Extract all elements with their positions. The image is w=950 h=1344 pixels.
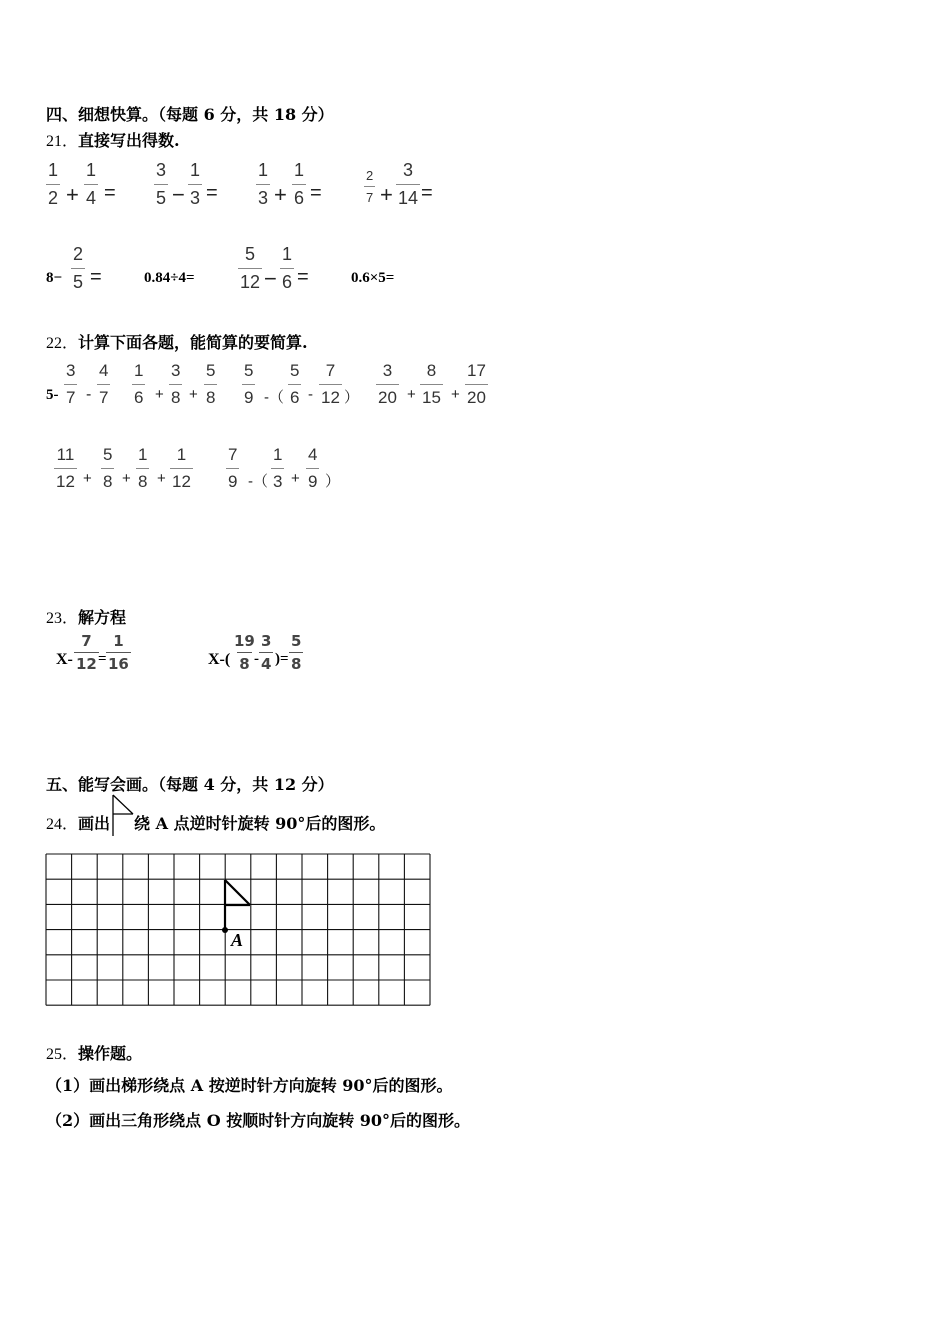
q22-header	[46, 330, 308, 353]
q25-item-1: （1）画出梯形绕点 A 按逆时针方向旋转 90°后的图形。	[46, 1076, 453, 1095]
q21-r2-i3-fraction-b: 1 6	[282, 244, 293, 292]
q21-r2-i3-equals: =	[297, 266, 309, 288]
q23-eq2-fraction-3: 5 8	[291, 632, 302, 673]
q22-r1-e4-fraction-2: 8 15	[422, 361, 441, 407]
q21-r1-i3-fraction-a: 1 3	[258, 160, 269, 208]
q23-eq2-fraction-2: 3 4	[261, 632, 272, 673]
q22-r1-e3-fraction-2: 5 6	[290, 361, 300, 407]
q22-r1-e3-fraction-3: 7 12	[321, 361, 340, 407]
q22-r2-e2-fraction-2: 1 3	[273, 445, 283, 491]
q21-r2-i1-fraction: 2 5	[73, 244, 84, 292]
q21-title: 直接写出得数.	[78, 131, 180, 150]
q22-title: 计算下面各题，能简算的要简算.	[78, 333, 308, 352]
q25-header	[46, 1041, 142, 1064]
q22-r1-e4-op2: +	[451, 386, 460, 403]
q24-number: 24．	[46, 816, 79, 833]
q21-r1-i1-equals: =	[104, 182, 116, 204]
q23-header	[46, 605, 126, 628]
section-four-heading: 四、细想快算。（每题 6 分，共 18 分）	[46, 105, 334, 124]
q21-r1-i3-fraction-b: 1 6	[294, 160, 305, 208]
q22-r1-e2-fraction-2: 3 8	[171, 361, 181, 407]
q21-r1-i2-equals: =	[206, 182, 218, 204]
q23-eq2-operator: -	[254, 651, 259, 667]
q24-text	[46, 811, 385, 834]
q21-header	[46, 128, 180, 151]
q22-r1-e1-fraction-1: 3 7	[66, 361, 76, 407]
q23-eq2-lead: X-(	[208, 651, 231, 668]
q22-r1-e2-op2: +	[189, 386, 198, 403]
q21-r2-i2-expression: 0.84÷4=	[144, 270, 195, 286]
q23-title: 解方程	[78, 608, 127, 627]
q22-r1-e3-op1: -（	[264, 389, 284, 406]
q21-r1-i3-operator: +	[274, 182, 287, 207]
q22-r1-e4-op1: +	[407, 386, 416, 403]
q22-r2-e1-op2: +	[122, 470, 131, 487]
q21-r2-i1-equals: =	[90, 266, 102, 288]
q25-number: 25．	[46, 1046, 79, 1063]
q22-r1-e3-fraction-1: 5 9	[244, 361, 254, 407]
q22-r1-e2-fraction-3: 5 8	[206, 361, 216, 407]
q22-r2-e2-op1: -（	[248, 473, 268, 490]
q22-r2-e2-op2: +	[291, 470, 300, 487]
q24-post: 绕 A 点逆时针旋转 90°后的图形。	[134, 814, 386, 833]
q22-r1-e3-op2: -	[308, 386, 313, 403]
q21-r2-i3-operator: −	[264, 266, 277, 291]
q22-r1-e3-close: ）	[344, 389, 360, 406]
q22-r1-e1-lead: 5-	[46, 387, 59, 403]
q22-r1-e4-fraction-3: 17 20	[467, 361, 486, 407]
q22-r1-e1-op1: -	[86, 386, 92, 403]
q21-r1-i2-fraction-a: 3 5	[156, 160, 167, 208]
section-five-heading: 五、能写会画。（每题 4 分，共 12 分）	[46, 775, 334, 794]
q21-r1-i2-fraction-b: 1 3	[190, 160, 201, 208]
q23-eq2-fraction-1: 19 8	[234, 632, 255, 673]
q22-number: 22．	[46, 335, 79, 352]
point-a-label: A	[231, 930, 244, 950]
q23-eq2-close: )=	[275, 651, 289, 667]
q21-r1-i4-equals: =	[421, 182, 433, 204]
q21-r1-i1-fraction-a: 1 2	[48, 160, 59, 208]
q21-r2-i4-expression: 0.6×5=	[351, 270, 395, 286]
q25-title: 操作题。	[78, 1044, 143, 1063]
q22-r2-e1-op3: +	[157, 470, 166, 487]
q22-r2-e2-fraction-3: 4 9	[308, 445, 318, 491]
q22-r1-e2-op1: +	[155, 386, 164, 403]
q22-r2-e1-op1: +	[83, 470, 92, 487]
q23-number: 23．	[46, 610, 79, 627]
q21-r1-i1-fraction-b: 1 4	[86, 160, 97, 208]
q21-r1-i1-operator: +	[66, 182, 79, 207]
q22-r2-e1-fraction-4: 1 12	[172, 445, 191, 491]
q23-eq1-fraction-2: 1 16	[108, 632, 129, 673]
q21-r2-i1-lead: 8−	[46, 270, 63, 286]
q22-r1-e2-fraction-1: 1 6	[134, 361, 144, 407]
flag-shape-icon	[110, 794, 136, 838]
q21-r1-i4-operator: +	[380, 182, 393, 207]
q23-eq1-equals: =	[98, 651, 107, 667]
q22-r2-e1-fraction-1: 11 12	[56, 445, 75, 491]
q21-r1-i4-fraction-a: 2 7	[366, 168, 374, 205]
flag-diagonal-edge	[225, 880, 250, 905]
q21-r1-i4-fraction-b: 3 14	[398, 160, 419, 208]
q22-r2-e1-fraction-2: 5 8	[103, 445, 113, 491]
q21-number: 21．	[46, 133, 79, 150]
q22-r2-e2-fraction-1: 7 9	[228, 445, 238, 491]
q21-r2-i3-fraction-a: 5 12	[240, 244, 261, 292]
q24-pre: 画出	[78, 814, 111, 833]
point-a-dot	[222, 927, 228, 933]
q21-r1-i3-equals: =	[310, 182, 322, 204]
q23-eq1-fraction-1: 7 12	[76, 632, 97, 673]
q23-eq1-lead: X-	[56, 651, 73, 668]
q22-r1-e1-fraction-2: 4 7	[99, 361, 109, 407]
q22-r1-e4-fraction-1: 3 20	[378, 361, 397, 407]
q25-item-2: （2）画出三角形绕点 O 按顺时针方向旋转 90°后的图形。	[46, 1111, 471, 1130]
q21-r1-i2-operator: −	[172, 182, 185, 207]
q22-r2-e2-close: ）	[325, 473, 341, 490]
q22-r2-e1-fraction-3: 1 8	[138, 445, 148, 491]
